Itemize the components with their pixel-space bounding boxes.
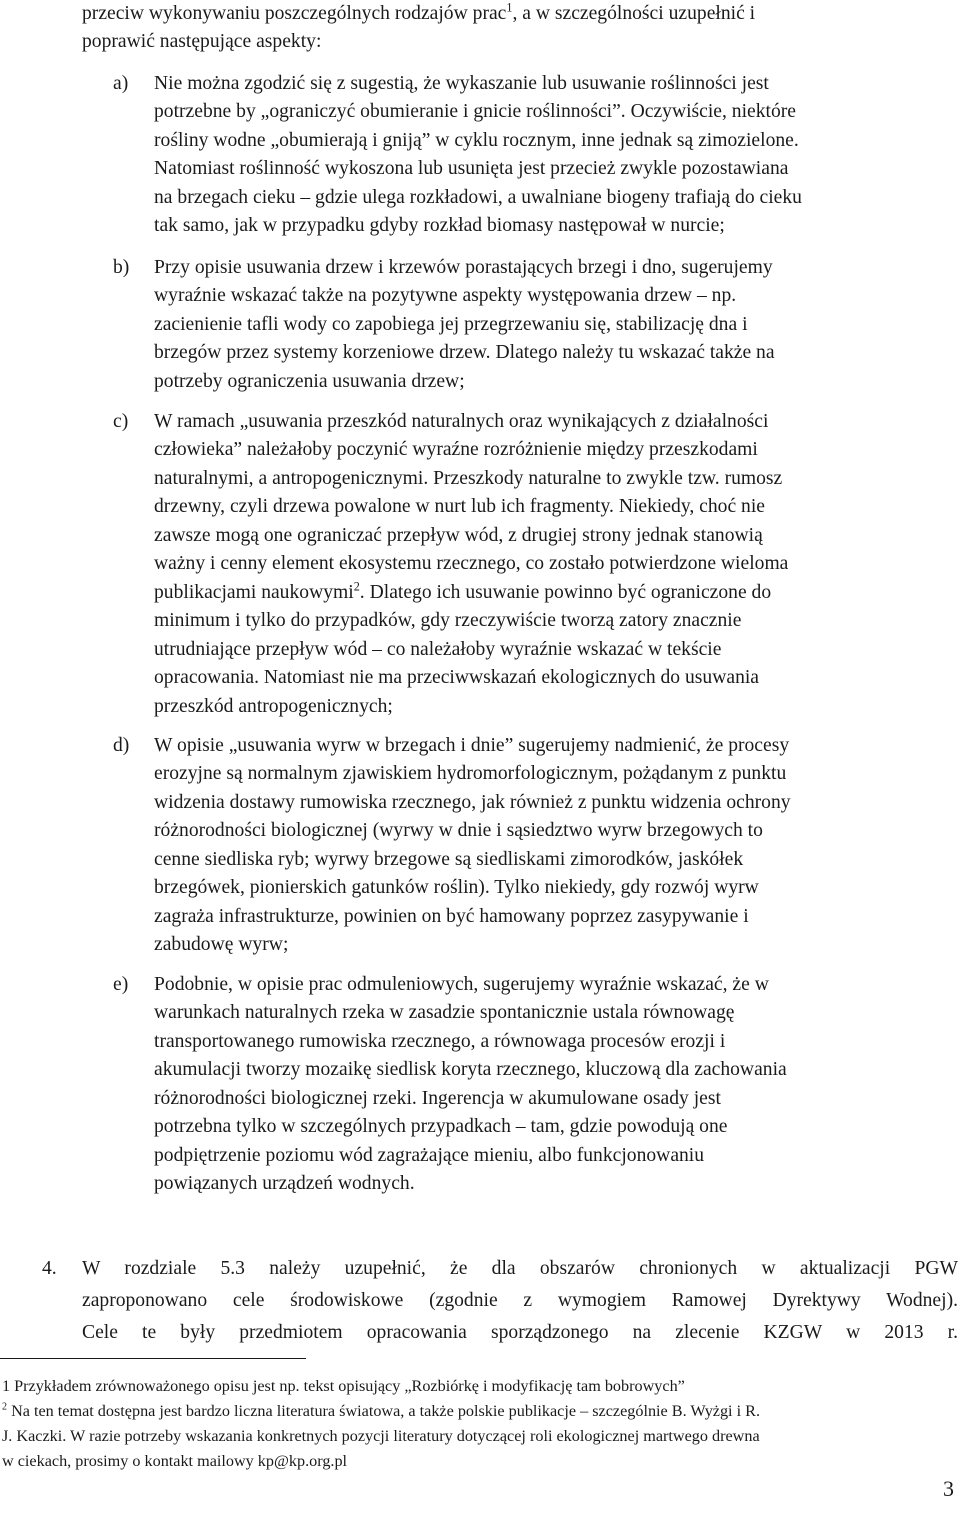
text-line: na brzegach cieku – gdzie ulega rozkładowi, a uwalniane biogeny trafiają do cieku: [154, 187, 802, 208]
list-marker: c): [113, 411, 129, 432]
text-line: naturalnymi, a antropogenicznymi. Przeszkody naturalne to zwykle tzw. rumosz: [154, 468, 783, 489]
list-marker: a): [113, 73, 129, 94]
text-line: powiązanych urządzeń wodnych.: [154, 1173, 415, 1194]
text-line: brzegów przez systemy korzeniowe drzew. Dlatego należy tu wskazać także na: [154, 342, 775, 363]
list-marker: d): [113, 735, 130, 756]
text-line: zaproponowano cele środowiskowe (zgodnie z wymogiem Ramowej Dyrektywy Wodnej).: [82, 1290, 958, 1311]
text-line: Podobnie, w opisie prac odmuleniowych, sugerujemy wyraźnie wskazać, że w: [154, 974, 769, 995]
footnote-number: 2: [2, 1401, 8, 1413]
text-line: zagraża infrastrukturze, powinien on być hamowany poprzez zasypywanie i: [154, 906, 749, 927]
footnote-line: J. Kaczki. W razie potrzeby wskazania konkretnych pozycji literatury dotyczącej roli ekologicznej martwego drewna: [2, 1427, 760, 1445]
list-marker: b): [113, 257, 130, 278]
text-line: zacienienie tafli wody co zapobiega jej przegrzewaniu się, stabilizację dna i: [154, 314, 748, 335]
text-line: warunkach naturalnych rzeka w zasadzie spontanicznie ustala równowagę: [154, 1002, 735, 1023]
text-line: potrzeby ograniczenia usuwania drzew;: [154, 371, 465, 392]
text-line: wyraźnie wskazać także na pozytywne aspekty występowania drzew – np.: [154, 285, 737, 306]
text-line: ważny i cenny element ekosystemu rzecznego, co zostało potwierdzone wieloma: [154, 553, 789, 574]
text-line: różnorodności biologicznej (wyrwy w dnie i sąsiedztwo wyrw brzegowych to: [154, 820, 763, 841]
footnote-line: w ciekach, prosimy o kontakt mailowy kp@kp.org.pl: [2, 1452, 348, 1470]
text-line: akumulacji tworzy mozaikę siedlisk koryta rzecznego, kluczową dla zachowania: [154, 1059, 787, 1080]
text-line: W opisie „usuwania wyrw w brzegach i dnie” sugerujemy nadmienić, że procesy: [154, 735, 790, 756]
text-line: W rozdziale 5.3 należy uzupełnić, że dla obszarów chronionych w aktualizacji PGW: [82, 1258, 958, 1279]
text-line: zabudowę wyrw;: [154, 934, 289, 955]
text-line: opracowania. Natomiast nie ma przeciwwskazań ekologicznych do usuwania: [154, 667, 760, 688]
text-line: widzenia dostawy rumowiska rzecznego, jak również z punktu widzenia ochrony: [154, 792, 791, 813]
text-line: utrudniające przepływ wód – co należałoby wyraźnie wskazać w tekście: [154, 639, 722, 660]
list-marker: e): [113, 974, 129, 995]
footnote-line: $^2$ Na ten temat dostępna jest bardzo liczna literatura światowa, a także polskie publikacje – szczególnie B. Wyżgi i R.: [2, 1401, 760, 1420]
text-line: potrzebna tylko w szczególnych przypadkach – tam, gdzie powodują one: [154, 1116, 728, 1137]
intro-line: poprawić następujące aspekty:: [82, 31, 322, 52]
text-line: Cele te były przedmiotem opracowania sporządzonego na zlecenie KZGW w 2013 r.: [82, 1322, 958, 1343]
text-line: potrzebne by „ograniczyć obumieranie i gnicie roślinności”. Oczywiście, niektóre: [154, 101, 796, 122]
text-line: W ramach „usuwania przeszkód naturalnych oraz wynikających z działalności: [154, 411, 769, 432]
page-number: 3: [943, 1476, 954, 1501]
text-line: minimum i tylko do przypadków, gdy rzeczywiście tworzą zatory znacznie: [154, 610, 742, 631]
text-line: różnorodności biologicznej rzeki. Ingerencja w akumulowane osady jest: [154, 1088, 721, 1109]
text-line: cenne siedliska ryb; wyrwy brzegowe są siedliskami zimorodków, jaskółek: [154, 849, 744, 870]
text-line: rośliny wodne „obumierają i gniją” w cyklu rocznym, inne jednak są zimozielone.: [154, 130, 799, 151]
text-line: drzewny, czyli drzewa powalone w nurt lub ich fragmenty. Niekiedy, choć nie: [154, 496, 765, 517]
footnote-number: 1: [2, 1377, 11, 1395]
text-line: podpiętrzenie poziomu wód zagrażające mieniu, albo funkcjonowaniu: [154, 1145, 705, 1166]
intro-line: przeciw wykonywaniu poszczególnych rodzajów prac$^1$, a w szczególności uzupełnić i: [82, 0, 756, 24]
footnote-ref: 1: [506, 0, 513, 15]
footnote-separator: [0, 1358, 306, 1359]
text-line: publikacjami naukowymi$^2$. Dlatego ich usuwanie powinno być ograniczone do: [154, 579, 772, 603]
text-line: Natomiast roślinność wykoszona lub usunięta jest przecież zwykle pozostawiana: [154, 158, 789, 179]
text-line: człowieka” należałoby poczynić wyraźne rozróżnienie między przeszkodami: [154, 439, 758, 460]
text-line: erozyjne są normalnym zjawiskiem hydromorfologicznym, pożądanym z punktu: [154, 763, 787, 784]
footnote-line: 1 Przykładem zrównoważonego opisu jest np. tekst opisujący „Rozbiórkę i modyfikację tam bobrowych”: [2, 1377, 685, 1395]
text-line: transportowanego rumowiska rzecznego, a równowaga procesów erozji i: [154, 1031, 726, 1052]
text-line: Przy opisie usuwania drzew i krzewów porastających brzegi i dno, sugerujemy: [154, 257, 773, 278]
text-line: przeszkód antropogenicznych;: [154, 696, 393, 717]
list-marker: 4.: [42, 1258, 57, 1279]
text-line: zawsze mogą one ograniczać przepływ wód, z drugiej strony jednak stanowią: [154, 525, 763, 546]
footnote-ref: 2: [353, 579, 360, 594]
text-line: Nie można zgodzić się z sugestią, że wykaszanie lub usuwanie roślinności jest: [154, 73, 769, 94]
text-line: tak samo, jak w przypadku gdyby rozkład biomasy następował w nurcie;: [154, 215, 725, 236]
text-line: brzegówek, pionierskich gatunków roślin). Tylko niekiedy, gdy rozwój wyrw: [154, 877, 759, 898]
